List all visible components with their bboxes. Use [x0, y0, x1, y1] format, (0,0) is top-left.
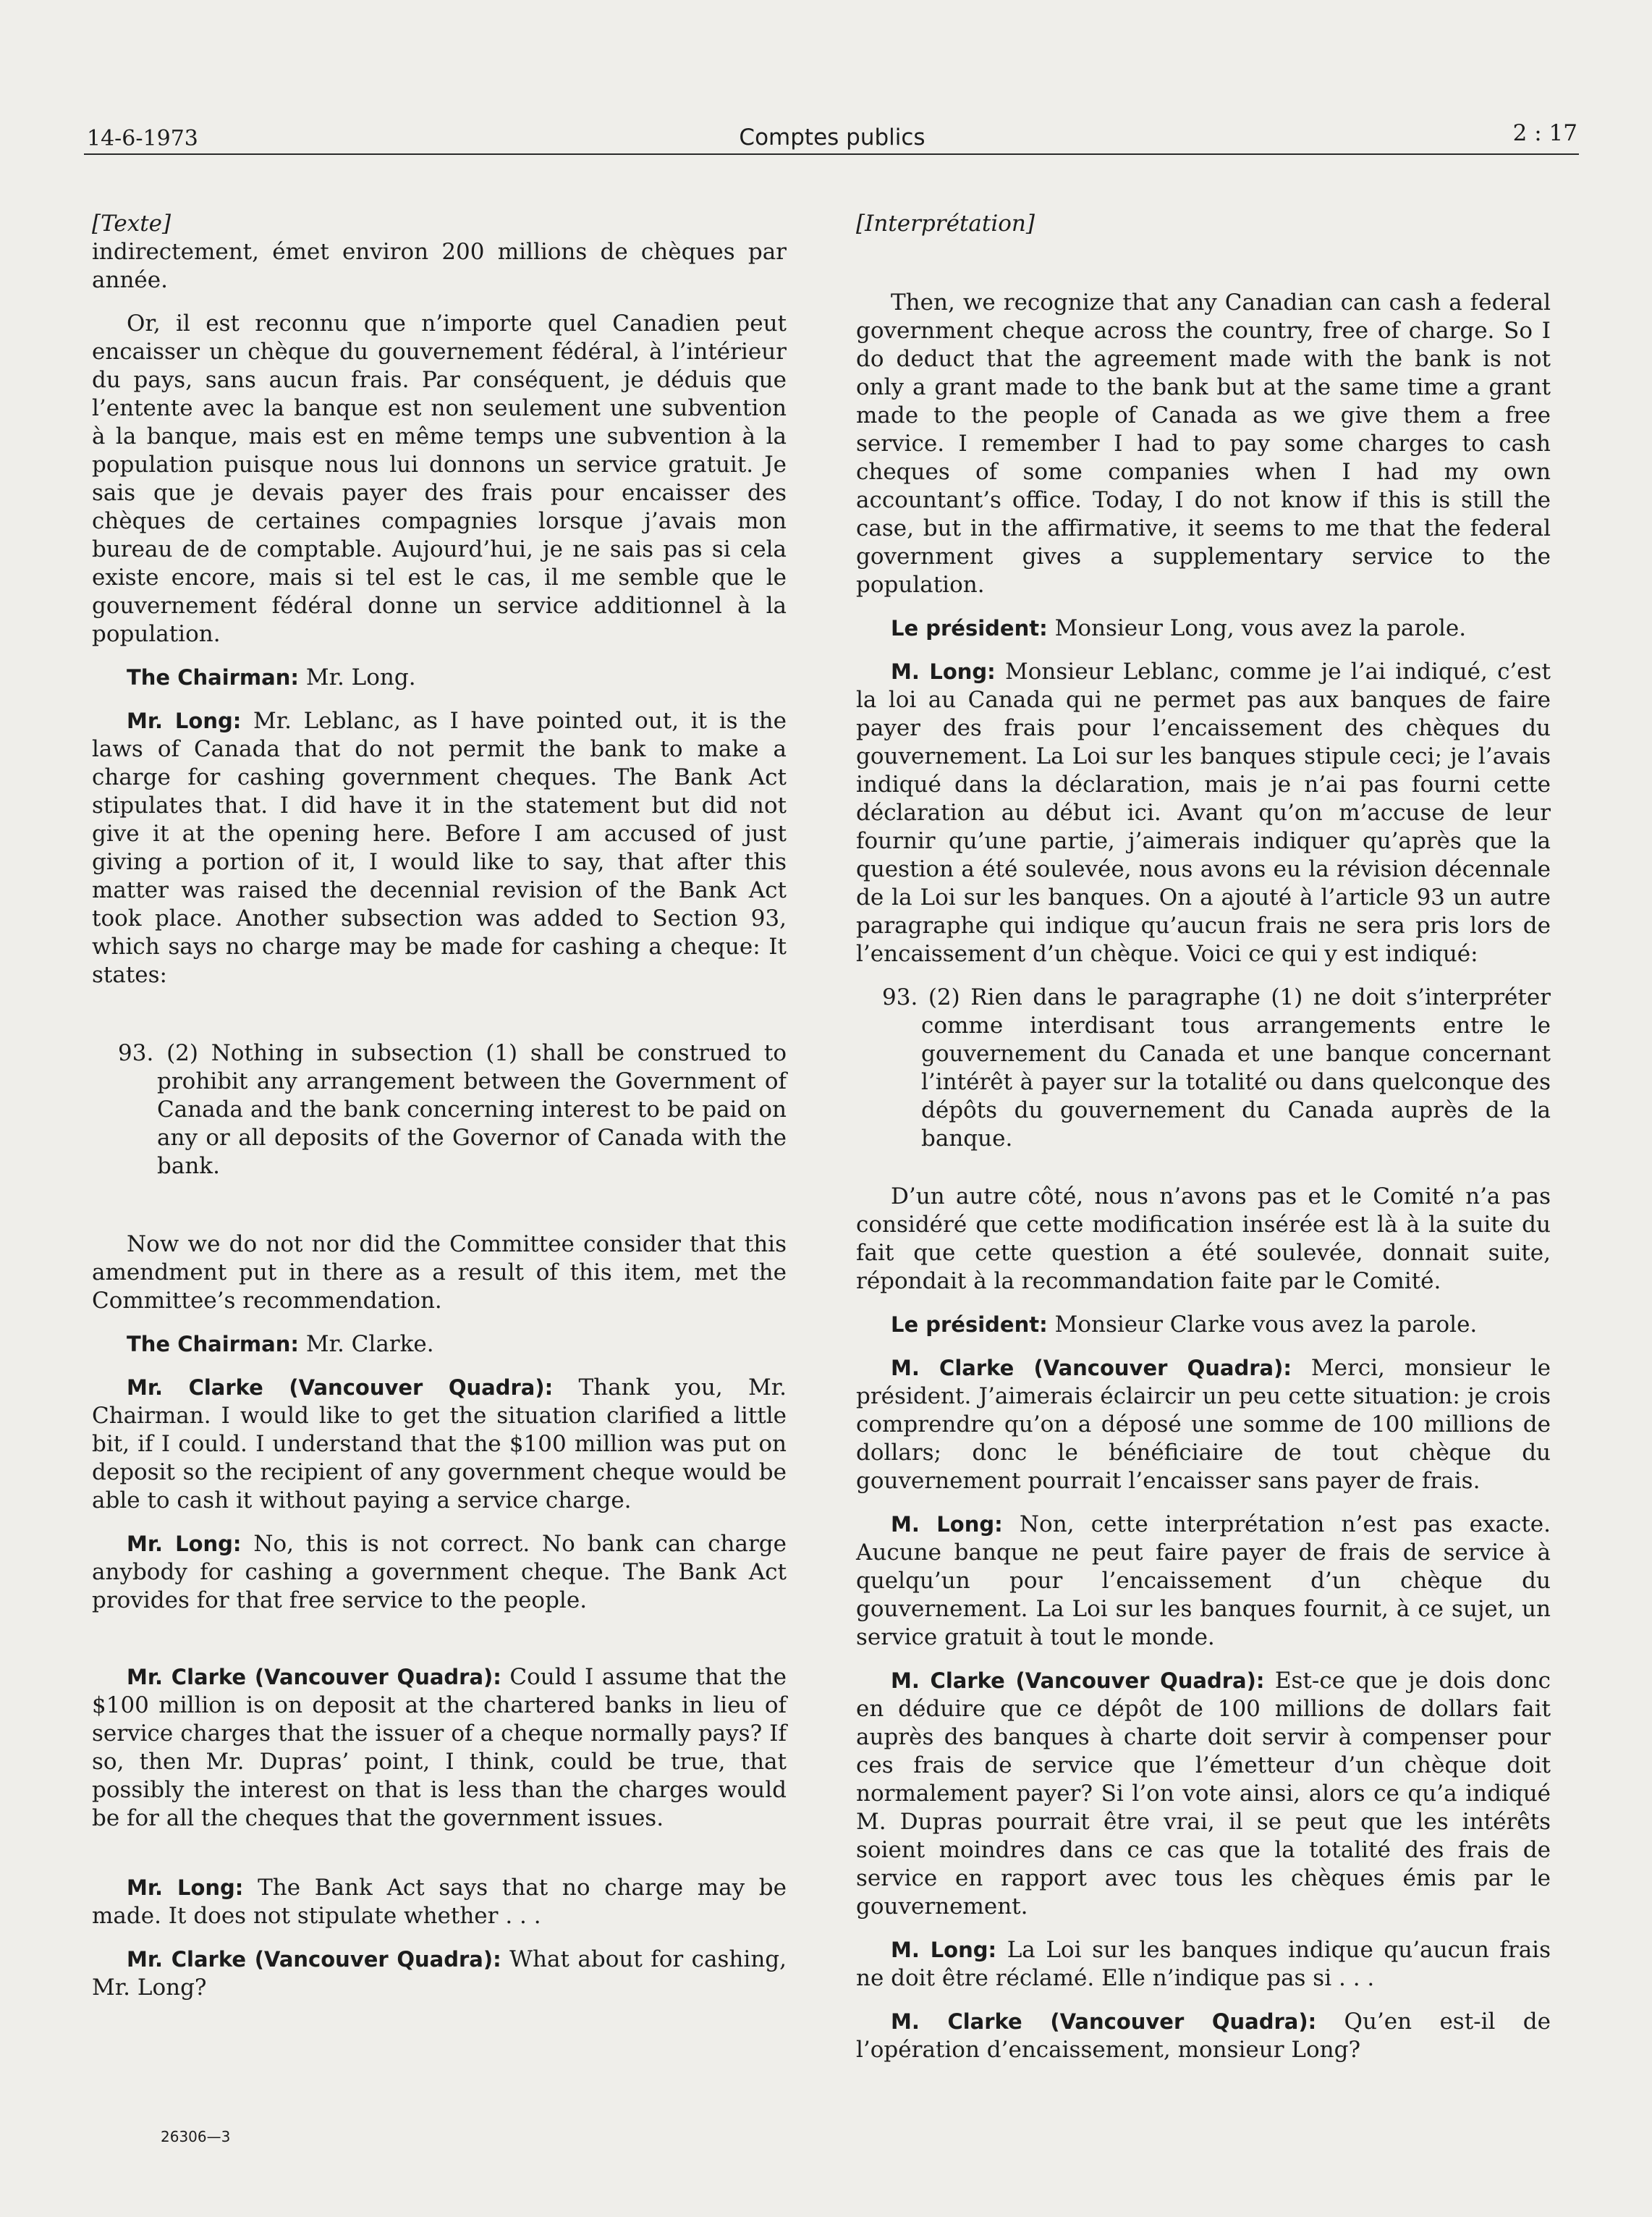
paragraph: Now we do not nor did the Committee consider that this amendment put in there as a result of this item, met the Committee’s recommendation.	[92, 1231, 787, 1314]
speech-text: Non, cette interprétation n’est pas exacte. Aucune banque ne peut faire payer de frais de service à quelqu’un pour l’encaissement d’un chèque du gouvernement. La Loi sur les banques fournit, à ce sujet, un service gratuit à tout le monde.	[856, 1511, 1551, 1650]
speech	[92, 664, 787, 692]
speech	[856, 1354, 1551, 1495]
section-label: [Texte]	[92, 211, 171, 237]
header-date: 14-6-1973	[87, 126, 198, 151]
speaker: The Chairman:	[127, 665, 299, 690]
speaker: M. Clarke (Vancouver Quadra):	[891, 1668, 1265, 1693]
speaker: M. Long:	[891, 1512, 1003, 1537]
speech-text: Mr. Clarke.	[298, 1331, 434, 1357]
header-rule	[84, 153, 1579, 155]
speech	[856, 1311, 1551, 1339]
header-title: Comptes publics	[739, 124, 925, 151]
speaker: Mr. Long:	[127, 1532, 242, 1556]
speaker: Mr. Long:	[127, 709, 242, 733]
speech	[92, 1374, 787, 1515]
quote-number: 93. (2)	[118, 1040, 198, 1066]
speech-text: What about for cashing, Mr. Long?	[92, 1946, 787, 2001]
speech	[856, 1936, 1551, 1993]
speaker: Le président:	[891, 616, 1048, 641]
speech	[856, 1667, 1551, 1921]
speech	[92, 1874, 787, 1930]
speaker: The Chairman:	[127, 1332, 299, 1356]
paragraph: D’un autre côté, nous n’avons pas et le Comité n’a pas considéré que cette modification insérée est là à la suite du fait que cette question a été soulevée, donnait suite, répondait à la recommandation faite par le Comité.	[856, 1183, 1551, 1294]
left-column	[92, 210, 787, 2017]
block-quote	[118, 1039, 787, 1181]
speaker: M. Long:	[891, 1938, 997, 1962]
speaker: M. Clarke (Vancouver Quadra):	[891, 1356, 1292, 1380]
speaker: M. Long:	[891, 659, 996, 684]
page-header	[87, 120, 1577, 156]
speech-text: Mr. Leblanc, as I have pointed out, it is the laws of Canada that do not permit the bank to make a charge for cashing government cheques. The Bank Act stipulates that. I did have it in the statement but did not give it at the opening here. Before I am accused of just giving a portion of it, I would like to say, that after this matter was raised the decennial revision of the Bank Act took place. Another subsection was added to Section 93, which says no charge may be made for cashing a cheque: It states:	[92, 708, 787, 988]
paragraph: indirectement, émet environ 200 millions de chèques par année.	[92, 239, 787, 293]
speech	[856, 1511, 1551, 1652]
speaker: Le président:	[891, 1312, 1048, 1337]
speech-text: The Bank Act says that no charge may be made. It does not stipulate whether . . .	[92, 1875, 787, 1929]
speech-text: Could I assume that the $100 million is on deposit at the chartered banks in lieu of service charges that the issuer of a cheque normally pays? If so, then Mr. Dupras’ point, I think, could be true, that possibly the interest on that is less than the charges would be for all the cheques that the government issues.	[92, 1664, 787, 1831]
speech	[92, 1663, 787, 1833]
speech-text: Mr. Long.	[298, 664, 416, 691]
right-column	[856, 210, 1551, 2079]
speaker: Mr. Long:	[127, 1875, 244, 1900]
section-label: [Interprétation]	[856, 211, 1035, 237]
paragraph: Or, il est reconnu que n’importe quel Canadien peut encaisser un chèque du gouvernement fédéral, à l’intérieur du pays, sans aucun frais. Par conséquent, je déduis que l’entente avec la banque est non seulement une subvention à la banque, mais est en même temps une subvention à la population puisque nous lui donnons un service gratuit. Je sais que je devais payer des frais pour encaisser des chèques de certaines compagnies lorsque j’avais mon bureau de de comptable. Aujourd’hui, je ne sais pas si cela existe encore, mais si tel est le cas, il me semble que le gouvernement fédéral donne un service additionnel à la population.	[92, 311, 787, 647]
speech	[856, 615, 1551, 643]
speech-text: Merci, monsieur le président. J’aimerais éclaircir un peu cette situation: je crois comprendre qu’on a déposé une somme de 100 millions de dollars; donc le bénéficiaire de tout chèque du gouvernement pourrait l’encaisser sans payer de frais.	[856, 1355, 1551, 1494]
header-page-number: 2 : 17	[1512, 120, 1577, 146]
speaker: Mr. Clarke (Vancouver Quadra):	[127, 1665, 501, 1689]
footer-code: 26306—3	[161, 2128, 231, 2145]
speech	[856, 2008, 1551, 2064]
paragraph: Then, we recognize that any Canadian can cash a federal government cheque across the country, free of charge. So I do deduct that the agreement made with the bank is not only a grant made to the bank but at the same time a grant made to the people of Canada as we give them a free service. I remember I had to pay some charges to cash cheques of some companies when I had my own accountant’s office. Today, I do not know if this is still the case, but in the affirmative, it seems to me that the federal government gives a supplementary service to the population.	[856, 290, 1551, 598]
speech-text: Monsieur Clarke vous avez la parole.	[1047, 1312, 1478, 1338]
quote-text: Nothing in subsection (1) shall be construed to prohibit any arrangement between the Government of Canada and the bank concerning interest to be paid on any or all deposits of the Governor of Canada with the bank.	[157, 1040, 787, 1179]
speaker: Mr. Clarke (Vancouver Quadra):	[127, 1947, 501, 1972]
speech-text: Qu’en est-il de l’opération d’encaissement, monsieur Long?	[856, 2009, 1551, 2063]
speech	[92, 1946, 787, 2002]
speaker: M. Clarke (Vancouver Quadra):	[891, 2009, 1317, 2034]
speech	[92, 1530, 787, 1615]
speech	[92, 1330, 787, 1359]
quote-text: Rien dans le paragraphe (1) ne doit s’interpréter comme interdisant tous arrangements entre le gouvernement du Canada et une banque concernant l’intérêt à payer sur la totalité ou dans quelconque des dépôts du gouvernement du Canada auprès de la banque.	[921, 984, 1551, 1152]
speech-text: Thank you, Mr. Chairman. I would like to get the situation clarified a little bit, if I could. I understand that the $100 million was put on deposit so the recipient of any government cheque would be able to cash it without paying a service charge.	[92, 1374, 787, 1513]
quote-number: 93. (2)	[882, 984, 960, 1010]
speech	[92, 707, 787, 989]
speaker: Mr. Clarke (Vancouver Quadra):	[127, 1375, 554, 1400]
speech-text: La Loi sur les banques indique qu’aucun frais ne doit être réclamé. Elle n’indique pas si . . .	[856, 1937, 1551, 1991]
speech	[856, 658, 1551, 968]
block-quote	[882, 984, 1551, 1153]
speech-text: Est-ce que je dois donc en déduire que ce dépôt de 100 millions de dollars fait auprès des banques à charte doit servir à compenser pour ces frais de service que l’émetteur d’un chèque doit normalement payer? Si l’on vote ainsi, alors ce qu’a indiqué M. Dupras pourrait être vrai, il se peut que les intérêts soient moindres dans ce cas que la totalité des frais de service en rapport avec tous les chèques émis par le gouvernement.	[856, 1668, 1551, 1920]
speech-text: No, this is not correct. No bank can charge anybody for cashing a government cheque. The Bank Act provides for that free service to the people.	[92, 1531, 787, 1613]
speech-text: Monsieur Leblanc, comme je l’ai indiqué, c’est la loi au Canada qui ne permet pas aux banques de faire payer des frais pour l’encaissement des chèques du gouvernement. La Loi sur les banques stipule ceci; je l’avais indiqué dans la déclaration, mais je n’ai pas fourni cette déclaration au début ici. Avant qu’on m’accuse de leur fournir qu’une partie, j’aimerais indiquer qu’après que la question a été soulevée, nous avons eu la révision décennale de la Loi sur les banques. On a ajouté à l’article 93 un autre paragraphe qui indique qu’aucun frais ne sera pris lors de l’encaissement d’un chèque. Voici ce qui y est indiqué:	[856, 659, 1551, 967]
speech-text: Monsieur Long, vous avez la parole.	[1047, 615, 1467, 641]
